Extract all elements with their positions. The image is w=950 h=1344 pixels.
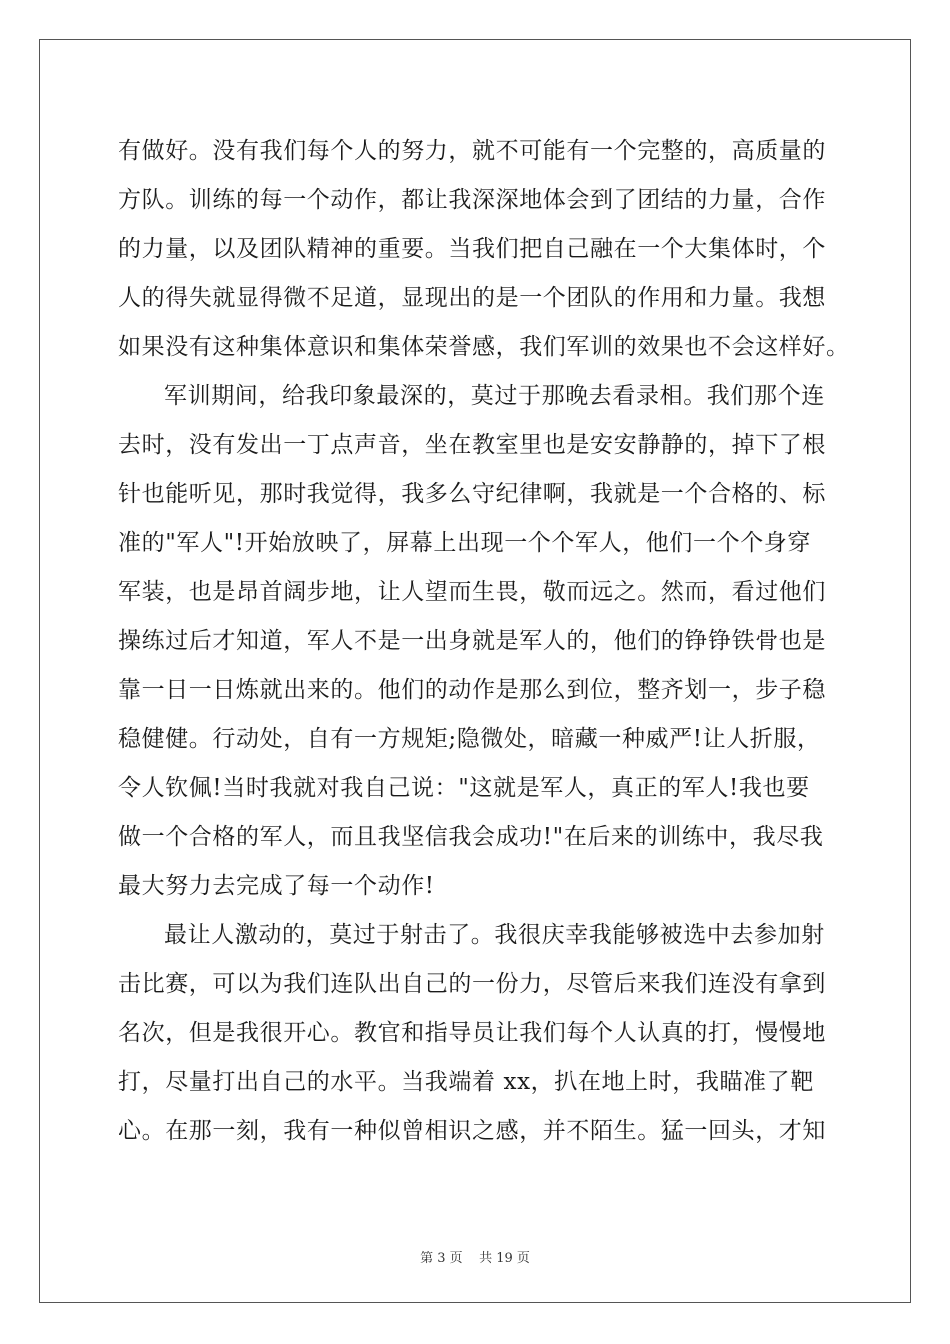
text-line: 针也能听见，那时我觉得，我多么守纪律啊，我就是一个合格的、标 xyxy=(118,481,826,507)
text-line: 稳健健。行动处，自有一方规矩;隐微处，暗藏一种威严!让人折服， xyxy=(118,726,821,752)
page-number-footer: 第 3 页 共 19 页 xyxy=(420,1251,530,1266)
text-line: 靠一日一日炼就出来的。他们的动作是那么到位，整齐划一，步子稳 xyxy=(118,677,826,703)
text-line: 令人钦佩!当时我就对我自己说："这就是军人，真正的军人!我也要 xyxy=(118,775,810,801)
paragraph-first-line: 最让人激动的，莫过于射击了。我很庆幸我能够被选中去参加射 xyxy=(164,922,825,948)
text-line: 操练过后才知道，军人不是一出身就是军人的，他们的铮铮铁骨也是 xyxy=(118,628,826,654)
text-line: 人的得失就显得微不足道，显现出的是一个团队的作用和力量。我想 xyxy=(118,285,826,311)
text-line: 的力量，以及团队精神的重要。当我们把自己融在一个大集体时，个 xyxy=(118,236,826,262)
text-line: 最大努力去完成了每一个动作! xyxy=(118,873,435,899)
text-line: 有做好。没有我们每个人的努力，就不可能有一个完整的，高质量的 xyxy=(118,138,826,164)
text-line: 去时，没有发出一丁点声音，坐在教室里也是安安静静的，掉下了根 xyxy=(118,432,826,458)
paragraph-first-line: 军训期间，给我印象最深的，莫过于那晚去看录相。我们那个连 xyxy=(164,383,825,409)
text-line: 击比赛，可以为我们连队出自己的一份力，尽管后来我们连没有拿到 xyxy=(118,971,826,997)
text-line: 做一个合格的军人，而且我坚信我会成功!"在后来的训练中，我尽我 xyxy=(118,824,824,850)
text-line: 打，尽量打出自己的水平。当我端着 xx，扒在地上时，我瞄准了靶 xyxy=(118,1069,814,1095)
text-line: 方队。训练的每一个动作，都让我深深地体会到了团结的力量，合作 xyxy=(118,187,826,213)
text-line: 心。在那一刻，我有一种似曾相识之感，并不陌生。猛一回头，才知 xyxy=(118,1118,826,1144)
text-line: 名次，但是我很开心。教官和指导员让我们每个人认真的打，慢慢地 xyxy=(118,1020,826,1046)
text-line: 如果没有这种集体意识和集体荣誉感，我们军训的效果也不会这样好。 xyxy=(118,334,850,360)
document-body xyxy=(118,127,850,1156)
text-line: 军装，也是昂首阔步地，让人望而生畏，敬而远之。然而，看过他们 xyxy=(118,579,826,605)
text-line: 准的"军人"!开始放映了，屏幕上出现一个个军人，他们一个个身穿 xyxy=(118,530,812,556)
